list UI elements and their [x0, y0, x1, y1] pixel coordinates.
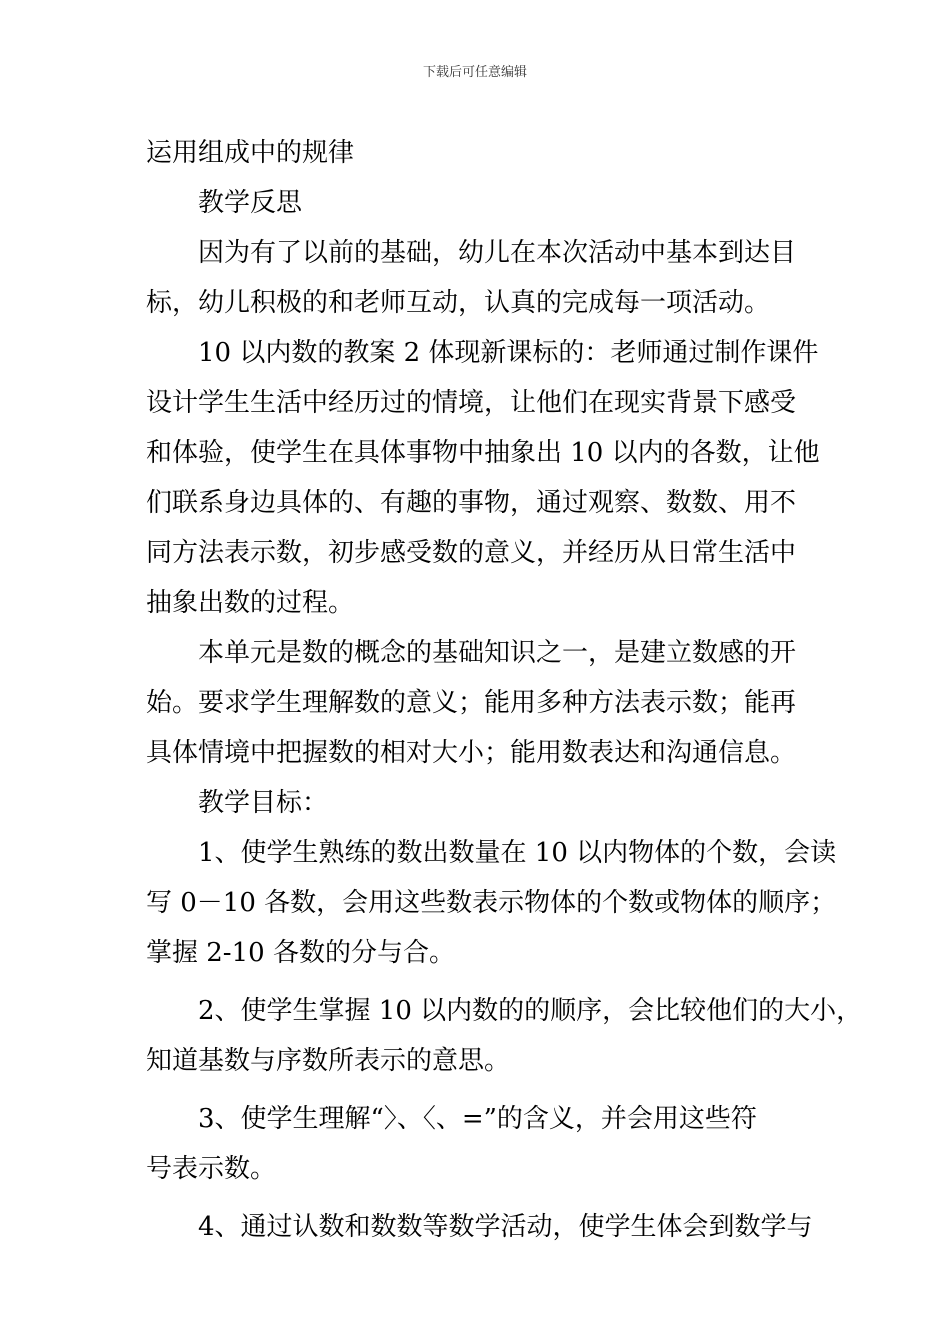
text-line: 设计学生生活中经历过的情境，让他们在现实背景下感受 [146, 388, 797, 418]
text-line: 10 以内数的教案 2 体现新课标的：老师通过制作课件 [198, 338, 819, 368]
text-line: 3、使学生理解“〉、〈、=”的含义，并会用这些符 [198, 1104, 757, 1134]
line-spacer [146, 1194, 814, 1202]
page-header: 下载后可任意编辑 [422, 65, 527, 80]
text-line: 具体情境中把握数的相对大小；能用数表达和沟通信息。 [146, 738, 797, 768]
text-line: 教学反思 [198, 188, 303, 218]
text-line: 们联系身边具体的、有趣的事物，通过观察、数数、用不 [146, 488, 797, 518]
text-line: 始。要求学生理解数的意义；能用多种方法表示数；能再 [146, 688, 797, 718]
text-line: 抽象出数的过程。 [146, 588, 355, 618]
text-line: 号表示数。 [146, 1154, 277, 1184]
text-line: 同方法表示数，初步感受数的意义，并经历从日常生活中 [146, 538, 797, 568]
text-line: 因为有了以前的基础，幼儿在本次活动中基本到达目 [198, 238, 797, 268]
text-line: 1、使学生熟练的数出数量在 10 以内物体的个数，会读 [198, 838, 837, 868]
text-line: 4、通过认数和数数等数学活动，使学生体会到数学与 [198, 1212, 813, 1242]
text-line: 写 0－10 各数，会用这些数表示物体的个数或物体的顺序； [146, 888, 837, 918]
text-line: 运用组成中的规律 [146, 138, 355, 168]
line-spacer [146, 1086, 814, 1094]
text-line: 标，幼儿积极的和老师互动，认真的完成每一项活动。 [146, 288, 771, 318]
document-body [146, 128, 863, 1252]
text-line: 本单元是数的概念的基础知识之一，是建立数感的开 [198, 638, 797, 668]
text-line: 和体验，使学生在具体事物中抽象出 10 以内的各数，让他 [146, 438, 820, 468]
line-spacer [146, 978, 814, 986]
text-line: 教学目标： [198, 788, 329, 818]
text-line: 知道基数与序数所表示的意思。 [146, 1046, 511, 1076]
text-line: 掌握 2-10 各数的分与合。 [146, 938, 455, 968]
text-line: 2、使学生掌握 10 以内数的的顺序，会比较他们的大小， [198, 996, 863, 1026]
